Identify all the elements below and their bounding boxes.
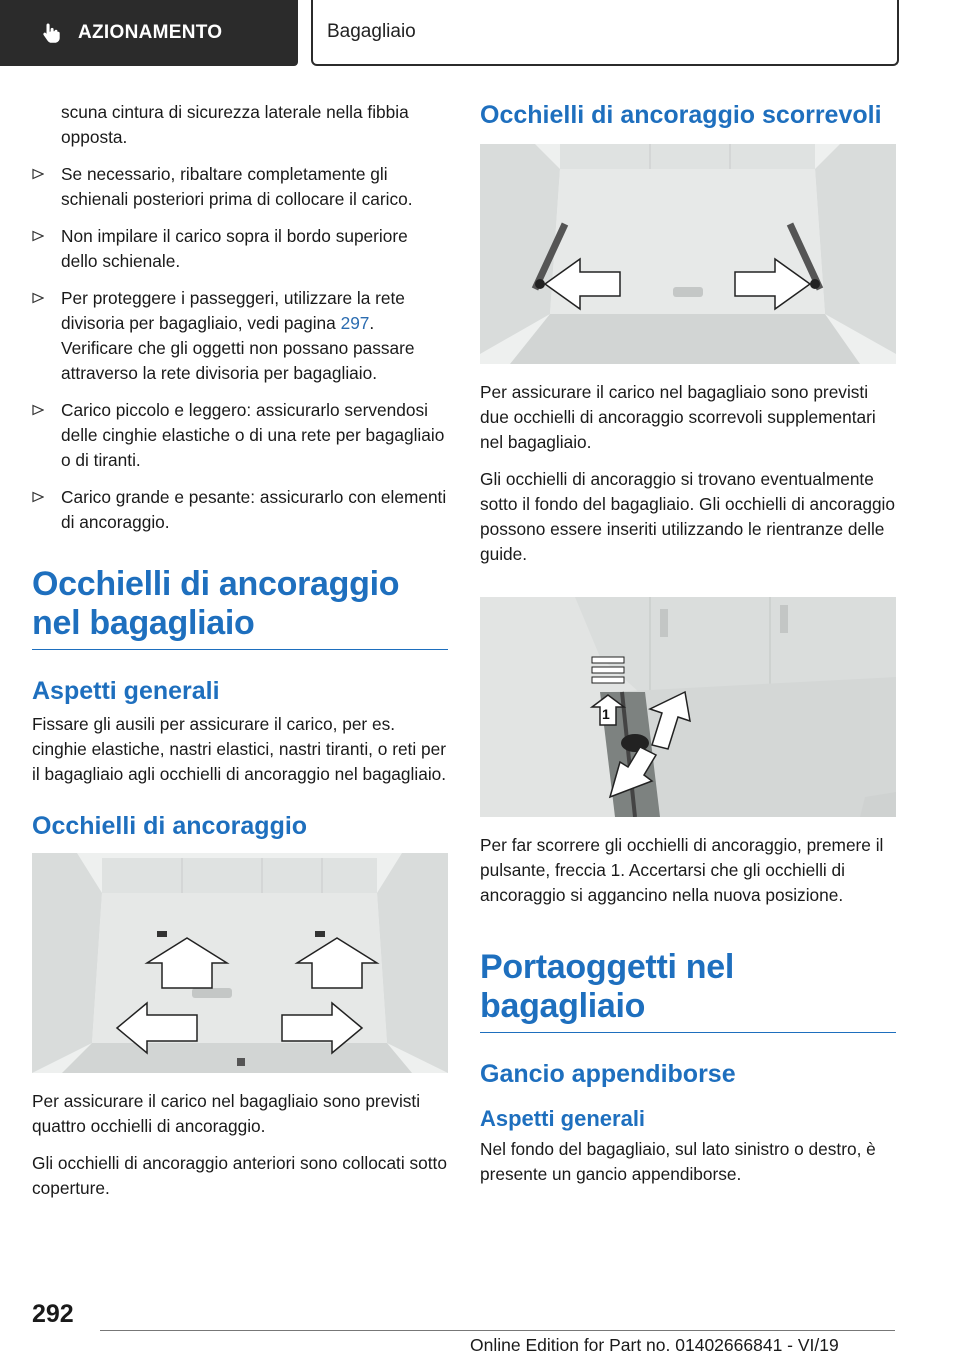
subheading-general: Aspetti generali [32, 677, 220, 705]
section-title: AZIONAMENTO [78, 22, 223, 43]
continued-text: scuna cintura di sicurezza laterale nella fibbia opposta. [61, 102, 409, 147]
sliding-text-3: Per far scorrere gli occhielli di ancoraggio, premere il pulsante, freccia 1. Accertarsi che gli occhielli di ancoraggio si aggancino nella nuova posizione. [480, 835, 884, 905]
bullet-text: . Verificare che gli oggetti non possano passare attraverso la rete divisoria per bagagliaio. [61, 313, 415, 383]
triangle-bullet-icon [32, 491, 44, 503]
footer-divider [100, 1330, 895, 1331]
trunk-sliding-eyes-figure [480, 144, 896, 364]
subheading-eyes: Occhielli di ancoraggio [32, 812, 308, 840]
chapter-tab [311, 0, 899, 66]
section-tab [0, 0, 298, 66]
subheading-hook: Gancio appendiborse [480, 1060, 736, 1088]
section-heading-wrap-right [480, 948, 896, 1033]
general-text: Fissare gli ausili per assicurare il carico, per es. cinghie elastiche, nastri elastici, nastri tiranti, o reti per il bagagliaio agli occhielli di ancoraggio nel bagagliaio. [32, 714, 447, 784]
section-heading-right: Portaoggetti nel bagagliaio [480, 948, 734, 1025]
page-number: 292 [32, 1300, 74, 1328]
list-item [32, 398, 448, 473]
list-item [32, 485, 448, 535]
bullet-list [32, 162, 448, 535]
left-column [32, 100, 448, 1213]
rail-button-figure [480, 597, 896, 817]
bullet-text: Carico piccolo e leggero: assicurarlo servendosi delle cinghie elastiche o di una rete per bagagliaio o di tiranti. [61, 400, 445, 470]
sliding-text-1: Per assicurare il carico nel bagagliaio sono previsti due occhielli di ancoraggio scorrevoli supplementari nel bagagliaio. [480, 382, 876, 452]
bullet-text: Non impilare il carico sopra il bordo superiore dello schienale. [61, 226, 408, 271]
trunk-four-eyes-figure [32, 853, 448, 1073]
section-heading: Occhielli di ancoraggio nel bagagliaio [32, 565, 400, 642]
hook-text: Nel fondo del bagagliaio, sul lato sinistro o destro, è presente un gancio appendiborse. [480, 1139, 876, 1184]
triangle-bullet-icon [32, 230, 44, 242]
figure-callout-number: 1 [602, 706, 610, 722]
triangle-bullet-icon [32, 404, 44, 416]
hand-pointer-icon [40, 21, 64, 45]
bullet-text: Per proteggere i passeggeri, utilizzare la rete divisoria per bagagliaio, vedi pagina [61, 288, 405, 333]
bullet-text: Se necessario, ribaltare completamente gli schienali posteriori prima di collocare il carico. [61, 164, 413, 209]
triangle-bullet-icon [32, 292, 44, 304]
list-item [32, 286, 448, 386]
eyes-text-1: Per assicurare il carico nel bagagliaio sono previsti quattro occhielli di ancoraggio. [32, 1091, 421, 1136]
bullet-text: Carico grande e pesante: assicurarlo con elementi di ancoraggio. [61, 487, 447, 532]
list-item [32, 224, 448, 274]
page-reference-link[interactable]: 297 [340, 313, 370, 333]
sliding-text-2: Gli occhielli di ancoraggio si trovano eventualmente sotto il fondo del bagagliaio. Gli occhielli di ancoraggio possono essere inseriti utilizzando le rientranze delle guide. [480, 469, 896, 564]
right-column [480, 100, 896, 1199]
eyes-text-2: Gli occhielli di ancoraggio anteriori sono collocati sotto coperture. [32, 1153, 447, 1198]
list-item [32, 162, 448, 212]
footer-edition: Online Edition for Part no. 01402666841 - VI/19 [470, 1335, 839, 1355]
subheading-sliding: Occhielli di ancoraggio scorrevoli [480, 101, 882, 129]
chapter-title: Bagagliaio [327, 21, 416, 42]
page-header [0, 0, 960, 66]
triangle-bullet-icon [32, 168, 44, 180]
section-heading-wrap [32, 565, 448, 650]
subheading-hook-general: Aspetti generali [480, 1106, 646, 1131]
